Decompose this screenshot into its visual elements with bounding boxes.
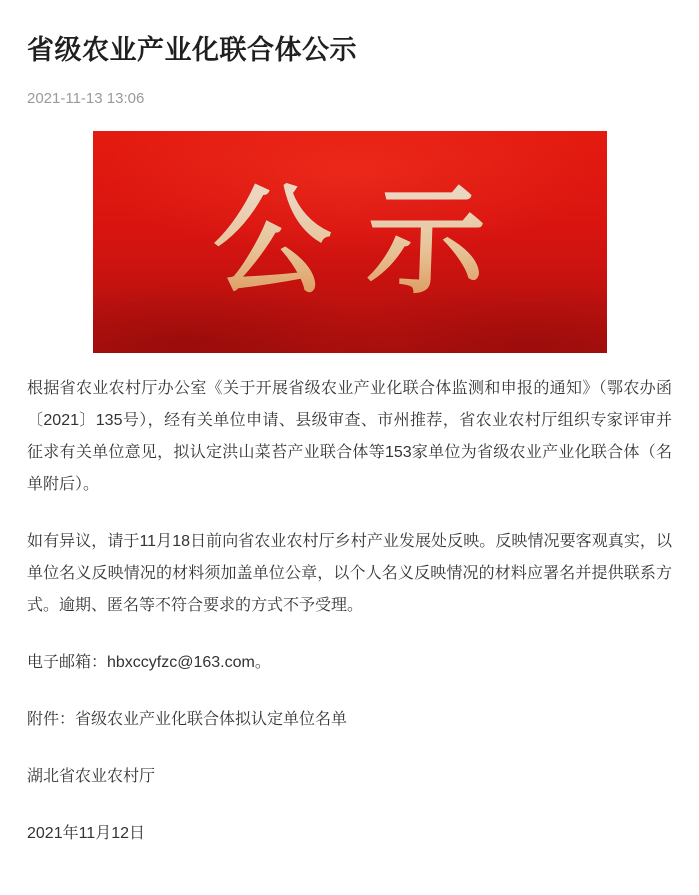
article-content: [27, 373, 672, 850]
banner-text: 公示: [175, 183, 523, 301]
page-title: 省级农业产业化联合体公示: [27, 35, 357, 65]
attachment-line: 附件：省级农业产业化联合体拟认定单位名单: [27, 710, 348, 728]
document-date: 2021年11月12日: [27, 824, 146, 842]
email-line: 电子邮箱：hbxccyfzc@163.com。: [27, 653, 271, 671]
publish-timestamp: 2021-11-13 13:06: [27, 89, 145, 107]
agency-signature: 湖北省农业农村厅: [27, 767, 156, 785]
announcement-banner-image: [93, 131, 607, 353]
body-paragraph-objection: 如有异议，请于11月18日前向省农业农村厅乡村产业发展处反映。反映情况要客观真实，以单位名义反映情况的材料须加盖单位公章，以个人名义反映情况的材料应署名并提供联系方式。逾期、匿名等不符合要求的方式不予受理。: [27, 532, 672, 614]
body-paragraph-notice: 根据省农业农村厅办公室《关于开展省级农业产业化联合体监测和申报的通知》（鄂农办函〔2021〕135号），经有关单位申请、县级审查、市州推荐，省农业农村厅组织专家评审并征求有关单位意见，拟认定洪山菜苔产业联合体等153家单位为省级农业产业化联合体（名单附后）。: [27, 379, 672, 493]
